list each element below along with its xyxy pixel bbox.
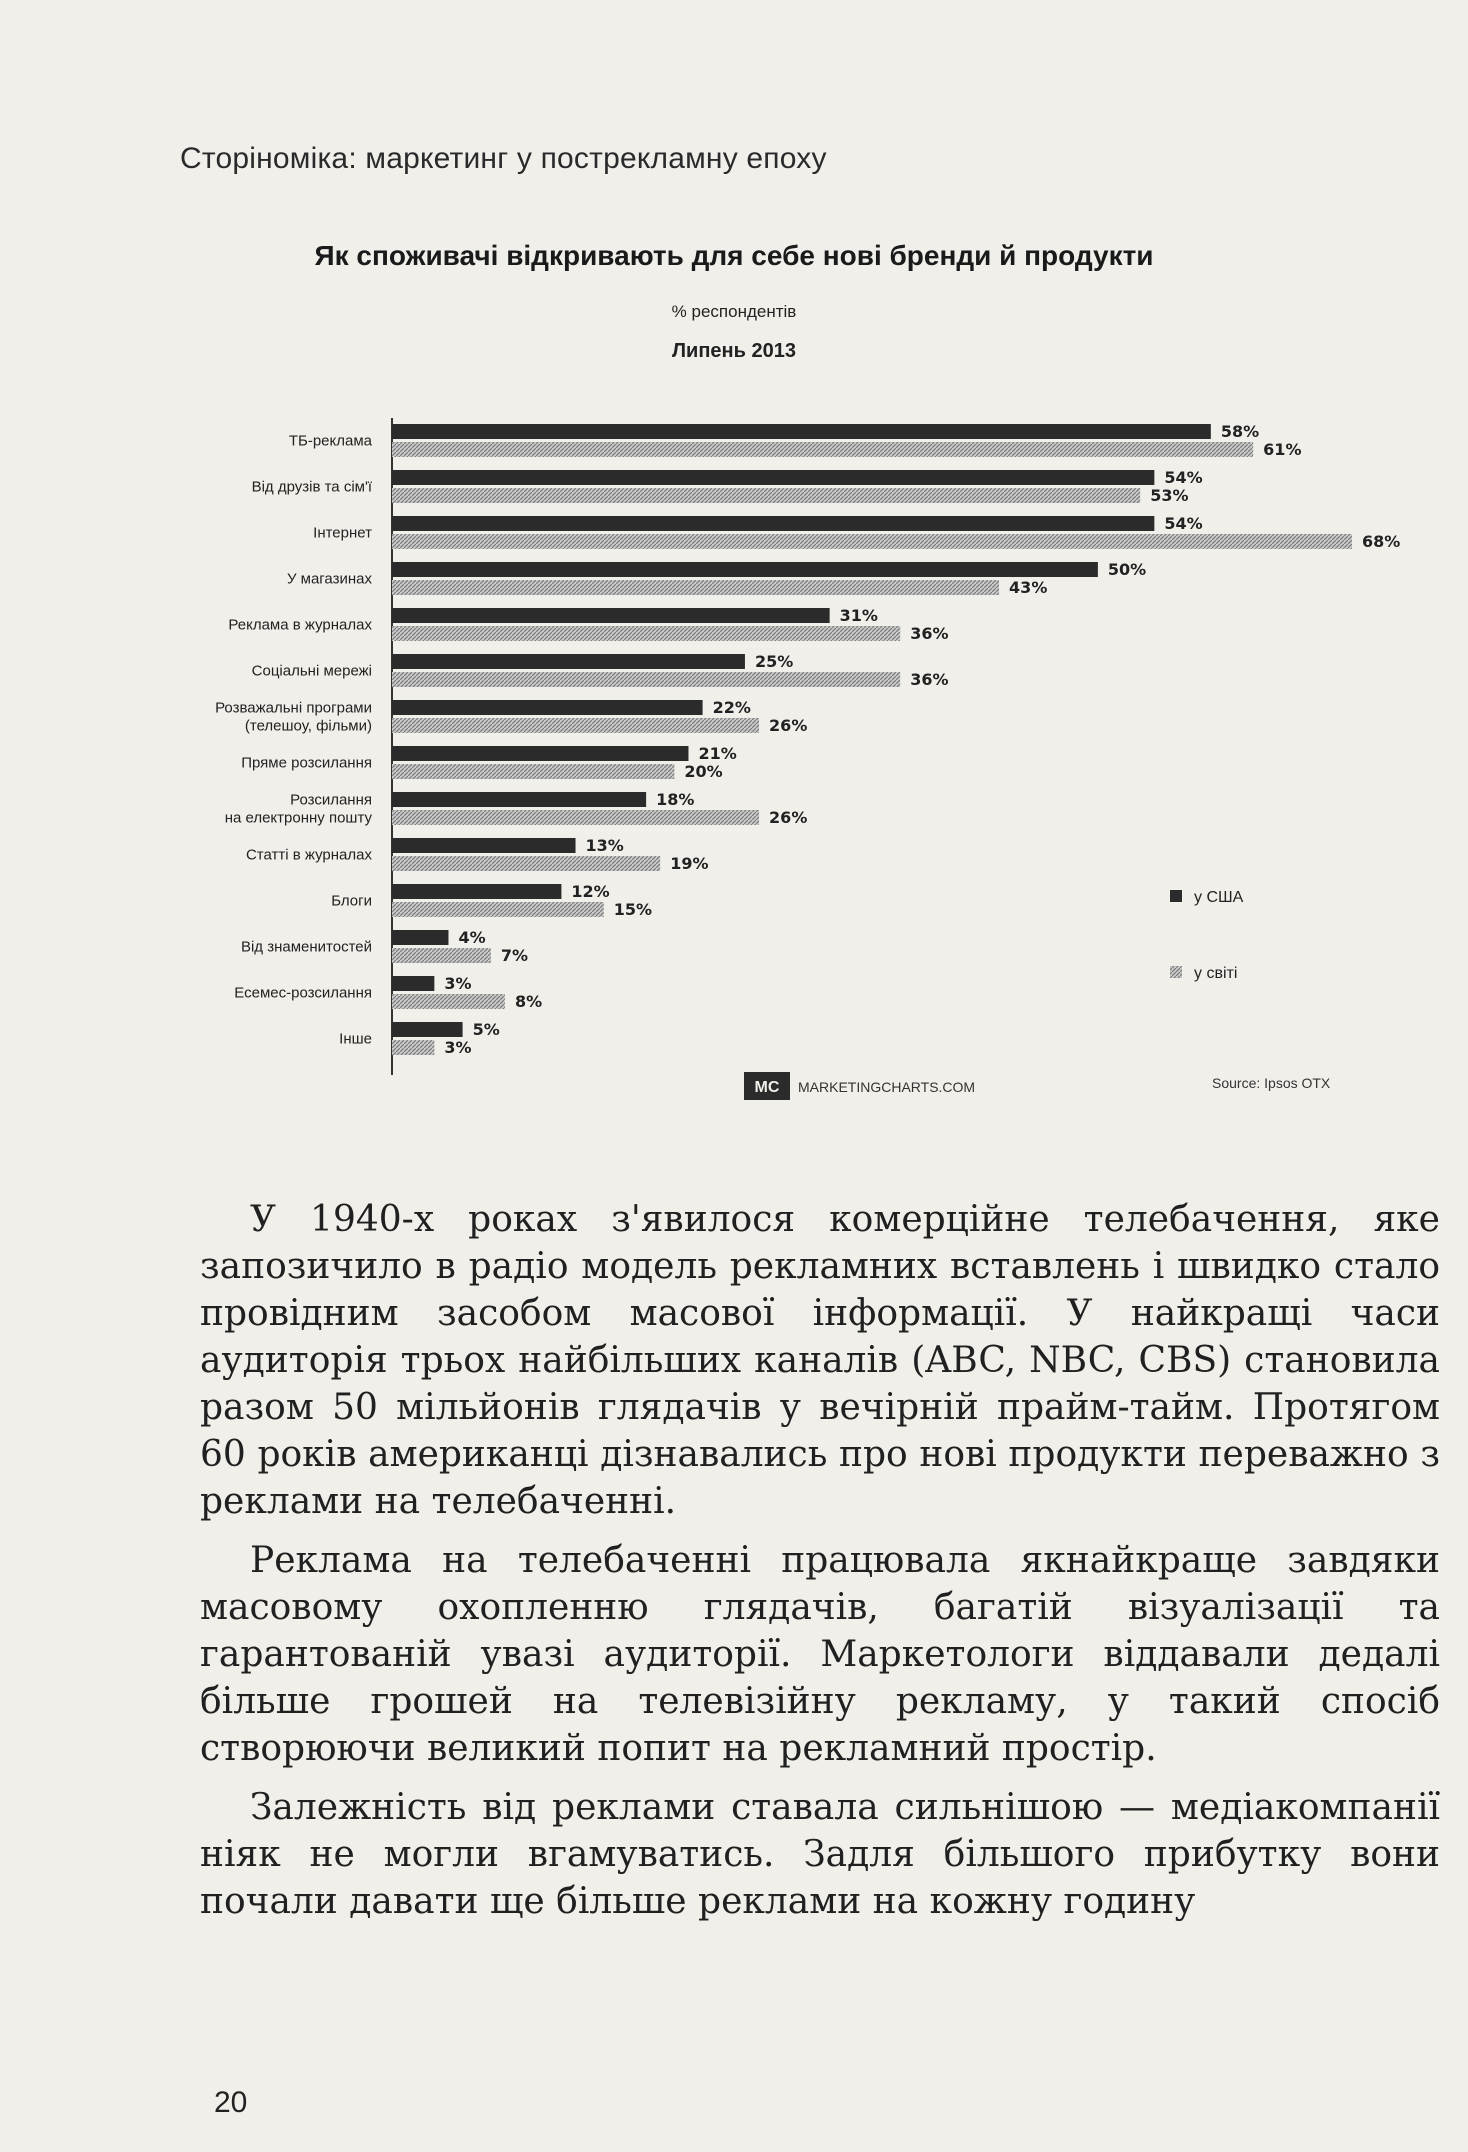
legend-label-world: у світі [1194,965,1238,982]
bar-value-label: 15% [613,900,653,919]
bar-usa [392,562,1098,577]
bar-value-label: 22% [712,698,751,717]
bar-world [392,534,1352,549]
bar-world [392,764,674,779]
bar-usa [392,608,830,623]
legend-label-usa: у США [1194,889,1244,906]
bar-usa [392,930,448,945]
legend-swatch-usa [1170,890,1182,902]
category-label: Соціальні мережі [251,662,372,680]
bar-world [392,442,1253,457]
bar-value-label: 21% [698,744,737,763]
bar-value-label: 53% [1150,486,1189,505]
body-paragraph-2: Реклама на телебаченні працювала якнайкраще завдяки масовому охопленню глядачів, багатій візуалізації та гарантованій увазі аудиторії. Маркетологи віддавали дедалі більше грошей на телевізійну рекламу, у такий спосіб створюючи великий попит на рекламний простір. [200,1540,1440,1769]
bar-value-label: 36% [910,624,949,643]
bar-world [392,810,759,825]
category-label: Статті в журналах [245,846,372,864]
bar-usa [392,654,745,669]
bar-world [392,856,660,871]
bar-world [392,902,604,917]
bar-value-label: 3% [444,974,472,993]
page-number: 20 [214,2086,248,2119]
bar-value-label: 4% [458,928,486,947]
bar-value-label: 25% [754,652,794,671]
bar-value-label: 68% [1362,532,1401,551]
category-label: Блоги [331,892,372,910]
bar-usa [392,516,1154,531]
bar-usa [392,884,561,899]
category-label: Від друзів та сім'ї [251,478,372,496]
legend-swatch-world [1170,966,1182,978]
bar-world [392,718,759,733]
bar-value-label: 26% [769,808,808,827]
bar-value-label: 12% [571,882,610,901]
bar-usa [392,746,688,761]
source-site: MARKETINGCHARTS.COM [798,1079,976,1095]
category-label: Від знаменитостей [240,938,372,956]
category-label: Реклама в журналах [228,616,372,634]
bar-world [392,994,505,1009]
bar-value-label: 20% [684,762,723,781]
bar-value-label: 50% [1107,560,1147,579]
bar-usa [392,976,434,991]
bar-usa [392,700,703,715]
chart-date: Липень 2013 [672,340,796,362]
bar-value-label: 61% [1263,440,1302,459]
category-label: Розсилання на електронну пошту [224,791,372,827]
chart-subtitle: % респондентів [671,302,797,321]
bar-value-label: 18% [656,790,695,809]
bar-value-label: 3% [444,1038,472,1057]
bar-world [392,580,999,595]
body-paragraph-1: У 1940-х роках з'явилося комерційне телебачення, яке запозичило в радіо модель рекламних вставлень і швидко стало провідним засобом масової інформації. У найкращі часи аудиторія трьох найбільших каналів (ABC, NBC, CBS) становила разом 50 мільйонів глядачів у вечірній прайм-тайм. Протягом 60 років американці дізнавались про нові продукти переважно з реклами на телебаченні. [200,1199,1440,1522]
bar-world [392,488,1140,503]
bar-usa [392,792,646,807]
bar-world [392,672,900,687]
bar-value-label: 43% [1009,578,1048,597]
category-label: Інше [339,1030,372,1048]
category-label: Розважальні програми (телешоу, фільми) [215,699,372,735]
bar-value-label: 8% [514,992,543,1011]
bar-value-label: 26% [769,716,808,735]
bar-value-label: 54% [1164,514,1203,533]
category-label: Інтернет [313,524,372,542]
bar-value-label: 13% [585,836,624,855]
bar-value-label: 36% [910,670,949,689]
bar-value-label: 31% [839,606,878,625]
bar-world [392,948,491,963]
bar-usa [392,424,1211,439]
bar-usa [392,470,1154,485]
source-logo [744,1072,790,1100]
bar-usa [392,1022,463,1037]
source-logo-text: MC [754,1079,780,1096]
body-paragraph-3: Залежність від реклами ставала сильнішою — медіакомпанії ніяк не могли вгамуватись. Задля більшого прибутку вони почали давати ще більше реклами на кожну годину [200,1787,1440,1922]
running-header: Сторіноміка: маркетинг у пострекламну епоху [180,142,827,175]
body-text [200,1196,1440,1937]
bar-usa [392,838,576,853]
category-label: Пряме розсилання [241,754,372,772]
bar-value-label: 7% [500,946,528,965]
bar-world [392,626,900,641]
chart-title: Як споживачі відкривають для себе нові бренди й продукти [314,240,1154,271]
category-label: У магазинах [286,570,372,588]
bar-value-label: 5% [472,1020,500,1039]
category-label: ТБ-реклама [288,432,372,450]
category-label: Есемес-розсилання [234,984,372,1002]
bar-value-label: 58% [1220,422,1260,441]
bar-value-label: 54% [1164,468,1203,487]
source-note: Source: Ipsos OTX [1212,1075,1331,1091]
bar-world [392,1040,434,1055]
bar-value-label: 19% [670,854,709,873]
